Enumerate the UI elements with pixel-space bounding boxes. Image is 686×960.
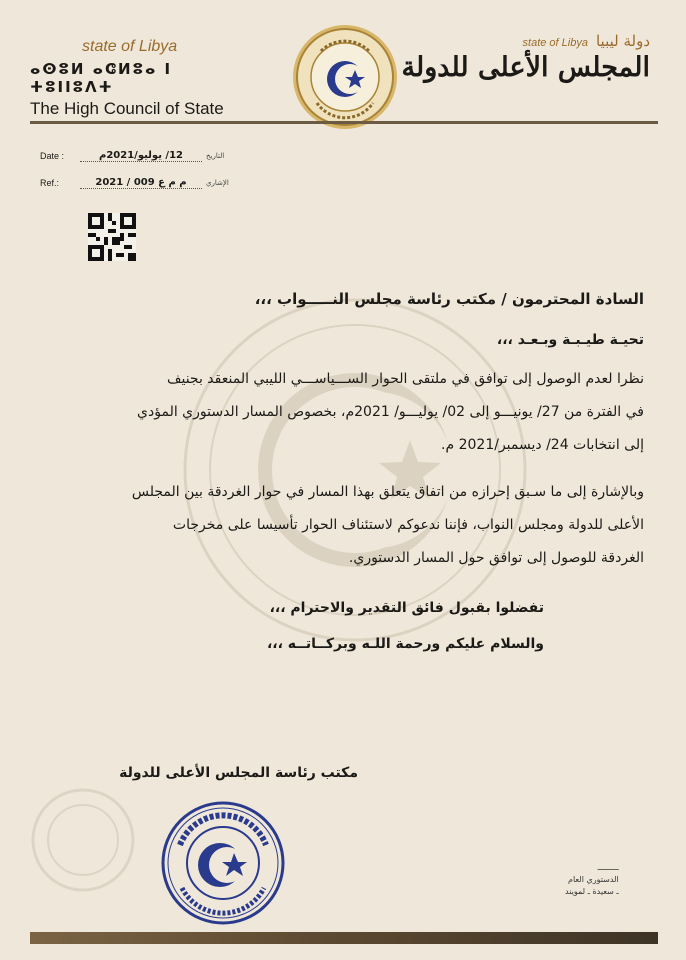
greeting: تحيـة طيـبـة وبـعـد ،،،: [496, 332, 644, 348]
paragraph-1-line-3: إلى انتخابات 24/ ديسمبر/2021 م.: [441, 437, 644, 453]
state-name-ar: دولة ليبيا: [595, 32, 650, 50]
date-row: [40, 150, 224, 162]
ref-label-ar: الإشاري: [206, 179, 229, 187]
paragraph-2-line-3: الغردقة للوصول إلى توافق حول المسار الدستوري.: [348, 550, 644, 566]
cc-line-1: ـــــــــ: [597, 863, 619, 872]
closing-line-1: تفضلوا بقبول فائق التقدير والاحترام ،،،: [269, 600, 544, 616]
cc-line-2: الدستوري العام: [568, 875, 619, 884]
official-stamp-icon: [160, 800, 286, 926]
closing-line-2: والسلام عليكم ورحمة اللـه وبركــاتــه ،،،: [266, 636, 544, 652]
ref-value: م م ع 009 / 2021: [80, 177, 202, 189]
faint-seal-icon: [28, 785, 138, 895]
state-name-en: state of Libya: [82, 38, 178, 55]
council-emblem-icon: [291, 23, 399, 131]
cc-line-3: ـ سعيدة ـ لمويند: [565, 887, 619, 896]
paragraph-1-line-2: في الفترة من 27/ يونيـــو إلى 02/ يوليـــو/ 2021م، بخصوص المسار الدستوري المؤدي: [137, 404, 644, 420]
paragraph-1-line-1: نظرا لعدم الوصول إلى توافق في ملتقى الحوار الســـياســـي الليبي المنعقد بجنيف: [166, 371, 644, 387]
cc-list: [565, 862, 619, 898]
council-name-tifinagh: ⴰⵙⵓⵍ ⴰⵛⵍⵓⴰ ⵏ ⵜⵓⵏⵏⵓⴷⵜ: [30, 60, 173, 96]
date-label-ar: التاريخ: [206, 152, 225, 160]
salutation: السادة المحترمون / مكتب رئاسة مجلس النـــــواب ،،،: [254, 290, 644, 308]
qr-code-icon: [88, 213, 136, 261]
council-name-ar: المجلس الأعلى للدولة: [401, 52, 650, 83]
date-label: Date :: [40, 151, 65, 161]
header-divider: [30, 121, 658, 124]
footer-bar: [30, 932, 658, 944]
council-name-en: The High Council of State: [30, 99, 224, 118]
paragraph-2-line-1: وبالإشارة إلى ما سـبق إحرازه من اتفاق يتعلق بهذا المسار في حوار الغردقة بين المجلس: [131, 484, 644, 500]
signature-office: مكتب رئاسة المجلس الأعلى للدولة: [119, 765, 358, 781]
date-value: 12/ يوليو/2021م: [80, 150, 202, 162]
header-left: [30, 38, 250, 119]
header-right: [401, 32, 650, 83]
letter-body: [44, 283, 644, 669]
state-name-row: [440, 32, 650, 50]
state-name-en-right: state of Libya: [522, 37, 588, 49]
paragraph-2-line-2: الأعلى للدولة ومجلس النواب، فإننا ندعوكم لاستئناف الحوار تأسيسا على مخرجات: [172, 517, 644, 533]
ref-label: Ref.:: [40, 178, 60, 188]
ref-row: [40, 177, 229, 189]
